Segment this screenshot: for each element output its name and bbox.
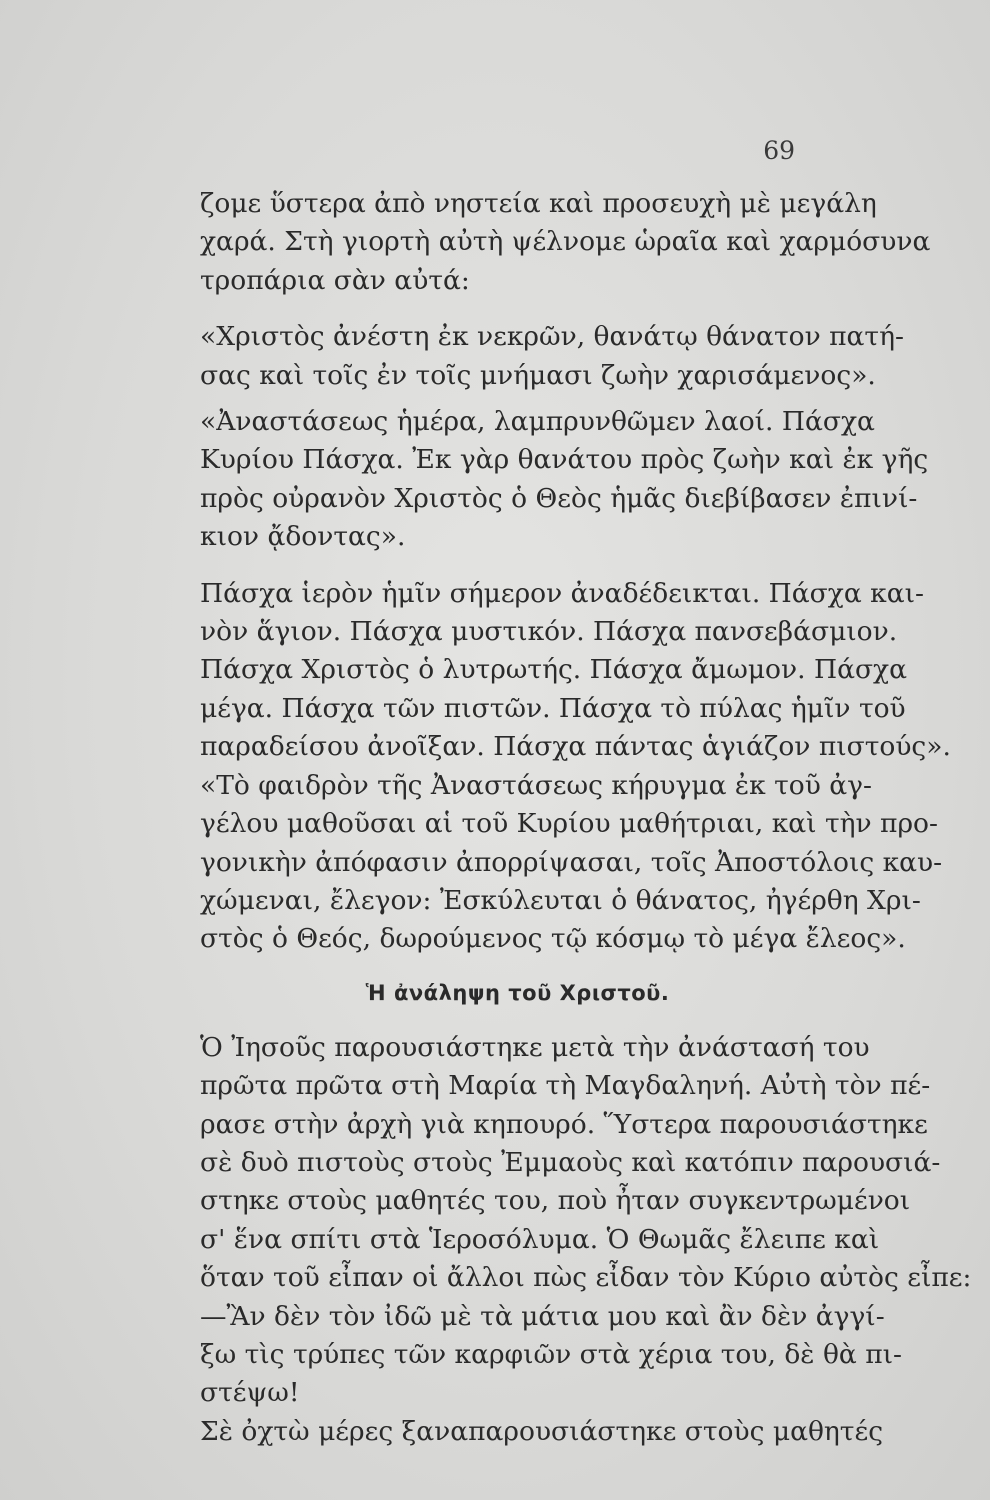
text-line: «Ἀναστάσεως ἡμέρα, λαμπρυνθῶμεν λαοί. Πάσχα bbox=[200, 406, 875, 438]
text-line: κιον ᾄδοντας». bbox=[200, 521, 406, 553]
text-line: ρασε στὴν ἀρχὴ γιὰ κηπουρό. Ὕστερα παρουσιάστηκε bbox=[200, 1108, 928, 1140]
text-line: γέλου μαθοῦσαι αἱ τοῦ Κυρίου μαθήτριαι, καὶ τὴν προ- bbox=[200, 808, 938, 840]
text-line: Ὁ Ἰησοῦς παρουσιάστηκε μετὰ τὴν ἀνάστασή του bbox=[200, 1031, 870, 1063]
text-line: πρῶτα πρῶτα στὴ Μαρία τὴ Μαγδαληνή. Αὐτὴ τὸν πέ- bbox=[200, 1070, 931, 1102]
spacer bbox=[200, 395, 795, 403]
text-line: στέψω! bbox=[200, 1377, 300, 1409]
text-line: Σὲ ὀχτὼ μέρες ξαναπαρουσιάστηκε στοὺς μαθητές bbox=[200, 1415, 884, 1447]
text-line: χώμεναι, ἔλεγον: Ἐσκύλευται ὁ θάνατος, ἠγέρθη Χρι- bbox=[200, 884, 921, 916]
text-line: παραδείσου ἀνοῖξαν. Πάσχα πάντας ἁγιάζον πιστούς». bbox=[200, 731, 951, 763]
body-text bbox=[200, 185, 972, 1451]
text-line: —Ἂν δὲν τὸν ἰδῶ μὲ τὰ μάτια μου καὶ ἂν δὲν ἀγγί- bbox=[200, 1300, 885, 1332]
text-line: ξω τὶς τρύπες τῶν καρφιῶν στὰ χέρια του, δὲ θὰ πι- bbox=[200, 1338, 902, 1370]
spacer bbox=[200, 300, 795, 318]
paragraph bbox=[200, 1298, 902, 1413]
text-line: σας καὶ τοῖς ἐν τοῖς μνήμασι ζωὴν χαρισάμενος». bbox=[200, 359, 876, 391]
section-heading: Ἡ ἀνάληψη τοῦ Χριστοῦ. bbox=[365, 980, 670, 1005]
page-number: 69 bbox=[763, 136, 795, 165]
text-line: «Τὸ φαιδρὸν τῆς Ἀναστάσεως κήρυγμα ἐκ τοῦ ἀγ- bbox=[200, 769, 872, 801]
text-line: ζομε ὕστερα ἀπὸ νηστεία καὶ προσευχὴ μὲ μεγάλη bbox=[200, 188, 877, 219]
text-line: γονικὴν ἀπόφασιν ἀπορρίψασαι, τοῖς Ἀποστόλοις καυ- bbox=[200, 846, 943, 878]
text-line: ὅταν τοῦ εἶπαν οἱ ἄλλοι πὼς εἶδαν τὸν Κύριο αὐτὸς εἶπε: bbox=[200, 1262, 972, 1294]
paragraph bbox=[200, 318, 904, 395]
text-line: Πάσχα ἱερὸν ἡμῖν σήμερον ἀναδέδεικται. Πάσχα και- bbox=[200, 577, 924, 609]
paragraph bbox=[200, 403, 929, 557]
text-line: Πάσχα Χριστὸς ὁ λυτρωτής. Πάσχα ἄμωμον. Πάσχα bbox=[200, 654, 908, 686]
text-line: πρὸς οὐρανὸν Χριστὸς ὁ Θεὸς ἡμᾶς διεβίβασεν ἐπινί- bbox=[200, 482, 918, 514]
text-line: Κυρίου Πάσχα. Ἐκ γὰρ θανάτου πρὸς ζωὴν καὶ ἐκ γῆς bbox=[200, 444, 929, 476]
text-line: τροπάρια σὰν αὐτά: bbox=[200, 264, 470, 296]
spacer bbox=[200, 557, 795, 575]
text-line: «Χριστὸς ἀνέστη ἐκ νεκρῶν, θανάτῳ θάνατον πατή- bbox=[200, 321, 904, 353]
text-line: σὲ δυὸ πιστοὺς στοὺς Ἐμμαοὺς καὶ κατόπιν παρουσιά- bbox=[200, 1146, 941, 1178]
paragraph bbox=[200, 1029, 972, 1298]
paragraph bbox=[200, 1413, 884, 1451]
text-line: νὸν ἅγιον. Πάσχα μυστικόν. Πάσχα πανσεβάσμιον. bbox=[200, 616, 898, 648]
paragraph bbox=[200, 185, 931, 300]
text-line: χαρά. Στὴ γιορτὴ αὐτὴ ψέλνομε ὡραῖα καὶ χαρμόσυνα bbox=[200, 226, 931, 258]
paragraph bbox=[200, 767, 943, 959]
text-line: μέγα. Πάσχα τῶν πιστῶν. Πάσχα τὸ πύλας ἡμῖν τοῦ bbox=[200, 692, 906, 724]
paragraph bbox=[200, 575, 951, 767]
text-line: σ' ἕνα σπίτι στὰ Ἱεροσόλυμα. Ὁ Θωμᾶς ἔλειπε καὶ bbox=[200, 1223, 880, 1255]
text-line: στὸς ὁ Θεός, δωρούμενος τῷ κόσμῳ τὸ μέγα ἔλεος». bbox=[200, 923, 906, 955]
text-line: στηκε στοὺς μαθητές του, ποὺ ἦταν συγκεντρωμένοι bbox=[200, 1185, 911, 1217]
